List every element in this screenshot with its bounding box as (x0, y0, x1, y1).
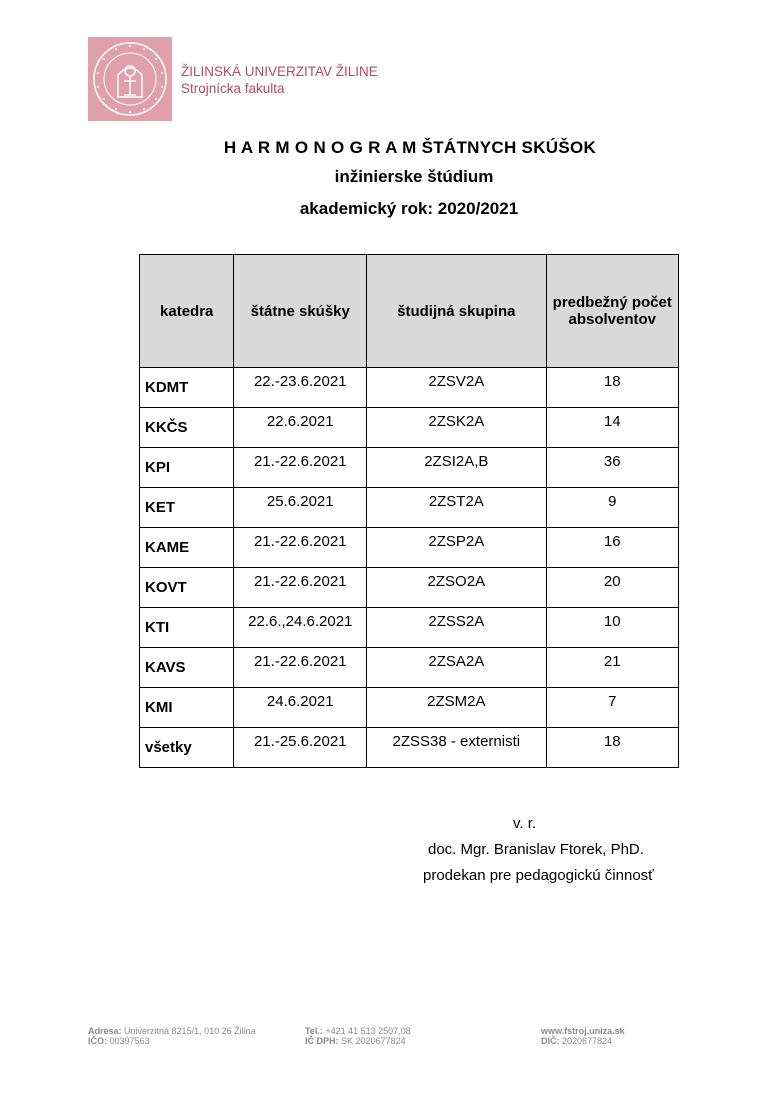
graduates-count-cell: 9 (546, 488, 678, 528)
address-label: Adresa: (88, 1026, 122, 1036)
address-value: Univerzitná 8215/1, 010 26 Žilina (124, 1026, 256, 1036)
exam-date-cell: 21.-22.6.2021 (234, 448, 367, 488)
icdph-value: SK 2020677824 (341, 1036, 406, 1046)
department-cell: všetky (140, 728, 234, 768)
footer-address (88, 1026, 256, 1046)
exam-date-cell: 25.6.2021 (234, 488, 367, 528)
exam-date-cell: 24.6.2021 (234, 688, 367, 728)
department-cell: KET (140, 488, 234, 528)
table-row (140, 368, 679, 408)
table-row (140, 608, 679, 648)
study-type: inžinierske štúdium (334, 167, 494, 186)
university-name-block (181, 63, 378, 97)
graduates-count-cell: 21 (546, 648, 678, 688)
table-row (140, 648, 679, 688)
department-cell: KDMT (140, 368, 234, 408)
table-header-row (140, 255, 679, 368)
university-seal-icon (88, 37, 172, 121)
department-cell: KOVT (140, 568, 234, 608)
exam-date-cell: 22.-23.6.2021 (234, 368, 367, 408)
exam-date-cell: 22.6.,24.6.2021 (234, 608, 367, 648)
study-group-cell: 2ZSO2A (367, 568, 546, 608)
exam-date-cell: 21.-22.6.2021 (234, 528, 367, 568)
department-cell: KAME (140, 528, 234, 568)
study-group-cell: 2ZSI2A,B (367, 448, 546, 488)
header-exam-date: štátne skúšky (234, 255, 367, 368)
graduates-count-cell: 20 (546, 568, 678, 608)
table-row (140, 528, 679, 568)
study-group-cell: 2ZSS38 - externisti (367, 728, 546, 768)
footer-web (541, 1026, 625, 1046)
study-group-cell: 2ZSV2A (367, 368, 546, 408)
graduates-count-cell: 16 (546, 528, 678, 568)
document-title: H A R M O N O G R A M ŠTÁTNYCH SKÚŠOK (223, 138, 597, 157)
department-cell: KPI (140, 448, 234, 488)
ico-value: 00397563 (109, 1036, 150, 1046)
exam-schedule-table (139, 254, 679, 768)
web-link[interactable]: www.fstroj.uniza.sk (541, 1026, 625, 1036)
dic-label: DIČ: (541, 1036, 560, 1046)
graduates-count-cell: 14 (546, 408, 678, 448)
study-group-cell: 2ZST2A (367, 488, 546, 528)
study-group-cell: 2ZSP2A (367, 528, 546, 568)
exam-date-cell: 21.-22.6.2021 (234, 648, 367, 688)
exam-date-cell: 21.-22.6.2021 (234, 568, 367, 608)
study-group-cell: 2ZSS2A (367, 608, 546, 648)
exam-date-cell: 22.6.2021 (234, 408, 367, 448)
study-group-cell: 2ZSA2A (367, 648, 546, 688)
study-group-cell: 2ZSM2A (367, 688, 546, 728)
icdph-label: IČ DPH: (305, 1036, 339, 1046)
study-group-cell: 2ZSK2A (367, 408, 546, 448)
exam-date-cell: 21.-25.6.2021 (234, 728, 367, 768)
graduates-count-cell: 18 (546, 368, 678, 408)
signatory-role: prodekan pre pedagogickú činnosť (423, 867, 654, 884)
ico-label: IČO: (88, 1036, 107, 1046)
faculty-name: Strojnícka fakulta (181, 81, 285, 96)
department-cell: KKČS (140, 408, 234, 448)
graduates-count-cell: 10 (546, 608, 678, 648)
header-study-group: študijná skupina (367, 255, 546, 368)
table-row (140, 448, 679, 488)
footer-contact (305, 1026, 411, 1046)
table-row (140, 488, 679, 528)
graduates-count-cell: 7 (546, 688, 678, 728)
tel-label: Tel.: (305, 1026, 323, 1036)
academic-year: akademický rok: 2020/2021 (299, 199, 519, 218)
signatory-name: doc. Mgr. Branislav Ftorek, PhD. (428, 841, 644, 858)
tel-value: +421 41 513 2507,08 (325, 1026, 411, 1036)
header-graduates-count: predbežný počet absolventov (546, 255, 678, 368)
department-cell: KTI (140, 608, 234, 648)
table-row (140, 728, 679, 768)
dic-value: 2020677824 (562, 1036, 613, 1046)
table-row (140, 568, 679, 608)
table-row (140, 688, 679, 728)
department-cell: KMI (140, 688, 234, 728)
university-name: ŽILINSKÁ UNIVERZITAV ŽILINE (181, 64, 378, 79)
graduates-count-cell: 18 (546, 728, 678, 768)
signature-vr: v. r. (513, 815, 537, 832)
header-department: katedra (140, 255, 234, 368)
department-cell: KAVS (140, 648, 234, 688)
graduates-count-cell: 36 (546, 448, 678, 488)
table-row (140, 408, 679, 448)
